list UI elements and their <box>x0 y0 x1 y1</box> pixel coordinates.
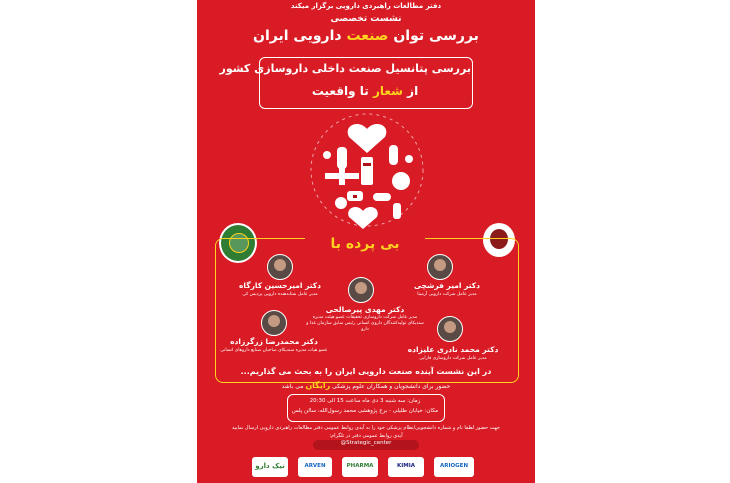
subtitle-pre: از <box>402 84 419 98</box>
sponsor-logo <box>342 457 378 477</box>
speaker-name: دکتر محمدرضا زرگرزاده <box>230 337 318 346</box>
sponsor-logo <box>434 457 474 477</box>
tablet-icon <box>335 197 347 209</box>
telegram-channel[interactable]: @Strategic_center <box>340 440 392 446</box>
speaker-role: مدیر عامل شرکت دارویی آرمیتا <box>417 292 477 297</box>
bipardeh-title: بی پرده با <box>305 236 425 256</box>
subtitle-post: تا واقعیت <box>311 84 373 98</box>
speaker-photo <box>348 277 374 303</box>
registration-id-label: آیدی روابط عمومی دفتر در تلگرام: <box>329 433 403 439</box>
event-kicker: نشست تخصصی <box>330 14 402 24</box>
capsule-icon <box>389 145 398 165</box>
headline-post: دارویی ایران <box>253 28 347 44</box>
stethoscope-icon <box>392 172 410 190</box>
dot-icon-2 <box>405 155 413 163</box>
pill-icon <box>337 147 347 169</box>
headline <box>197 28 535 44</box>
speaker-photo <box>437 316 463 342</box>
sponsor-logo <box>252 457 288 477</box>
speaker-role: مدیر عامل شتابدهنده دارویی پردیس کی <box>242 292 318 297</box>
event-time: زمان: سه شنبه 3 دی ماه ساعت 15 الی 20:30 <box>309 398 421 404</box>
free-attendance <box>197 381 535 390</box>
free-post: می باشد <box>281 383 306 390</box>
free-accent: رایگان <box>305 381 331 390</box>
speaker-name: دکتر مهدی پیرصالحی <box>325 305 405 314</box>
speaker-name: دکتر امیرحسین کارگاه <box>238 281 322 290</box>
speaker-photo <box>261 310 287 336</box>
subtitle-line-2 <box>259 84 471 98</box>
subtitle-accent: شعار <box>372 84 403 98</box>
bottle-label <box>363 163 371 166</box>
sponsor-name: ARIOGEN <box>439 463 469 469</box>
event-poster <box>197 0 535 483</box>
sponsor-name: ARVEN <box>304 463 326 469</box>
sponsor-logos <box>252 455 477 479</box>
speaker-name: دکتر امیر فرشچی <box>413 281 481 290</box>
speaker-role: عضو هیات مدیره سندیکای صاحبان صنایع داروهای انسانی <box>220 348 328 353</box>
speaker-role: مدیر عامل شرکت داروسازی تحقیقات عضو هیئت مدیره سندیکای تولیدکنندگان داروی انسانی رئیس سابق سازمان غذا و دارو <box>306 315 424 332</box>
headline-accent: صنعت <box>346 28 389 44</box>
headline-pre: بررسی توان <box>388 28 479 44</box>
sponsor-name: KIMIA <box>396 463 416 469</box>
syringe-icon <box>373 193 391 201</box>
vial-icon <box>393 203 401 219</box>
event-place: مکان: خیابان طلیلی - برج پژوهشی محمد رسول‌الله، سالن پلس <box>291 408 439 414</box>
sponsor-logo <box>298 457 332 477</box>
medical-icons-illustration <box>297 107 437 233</box>
kit-mark <box>353 195 357 198</box>
sponsor-logo <box>388 457 424 477</box>
tagline: در این نشست آینده صنعت دارویی ایران را به بحث می گذاریم... <box>240 367 492 376</box>
registration-note: جهت حضور لطفا نام و شماره دانشجویی/نظام پزشکی خود را به آیدی روابط عمومی دفتر مطالعات راهبردی دارویی ارسال نمایید <box>231 425 500 431</box>
speaker-photo <box>427 254 453 280</box>
medical-cross-icon <box>325 167 359 185</box>
speaker-photo <box>267 254 293 280</box>
sponsor-name: PHARMA <box>346 463 374 469</box>
heart-icon-2 <box>348 207 378 229</box>
speaker-role: مدیر عامل شرکت داروسازی فارابی <box>419 356 487 361</box>
speaker-name: دکتر محمد نادری علیزاده <box>407 345 499 354</box>
sponsor-name: نیک دارو <box>255 462 285 470</box>
heart-icon <box>348 124 387 153</box>
dot-icon <box>323 151 331 159</box>
free-pre: حضور برای دانشجویان و همکاران علوم پزشکی <box>330 383 451 390</box>
organizer-line: دفتر مطالعات راهبردی دارویی برگزار میکند <box>290 2 442 10</box>
medicine-bottle-icon <box>361 157 373 185</box>
subtitle-line-1: بررسی پتانسیل صنعت داخلی داروسازی کشور <box>219 62 471 75</box>
